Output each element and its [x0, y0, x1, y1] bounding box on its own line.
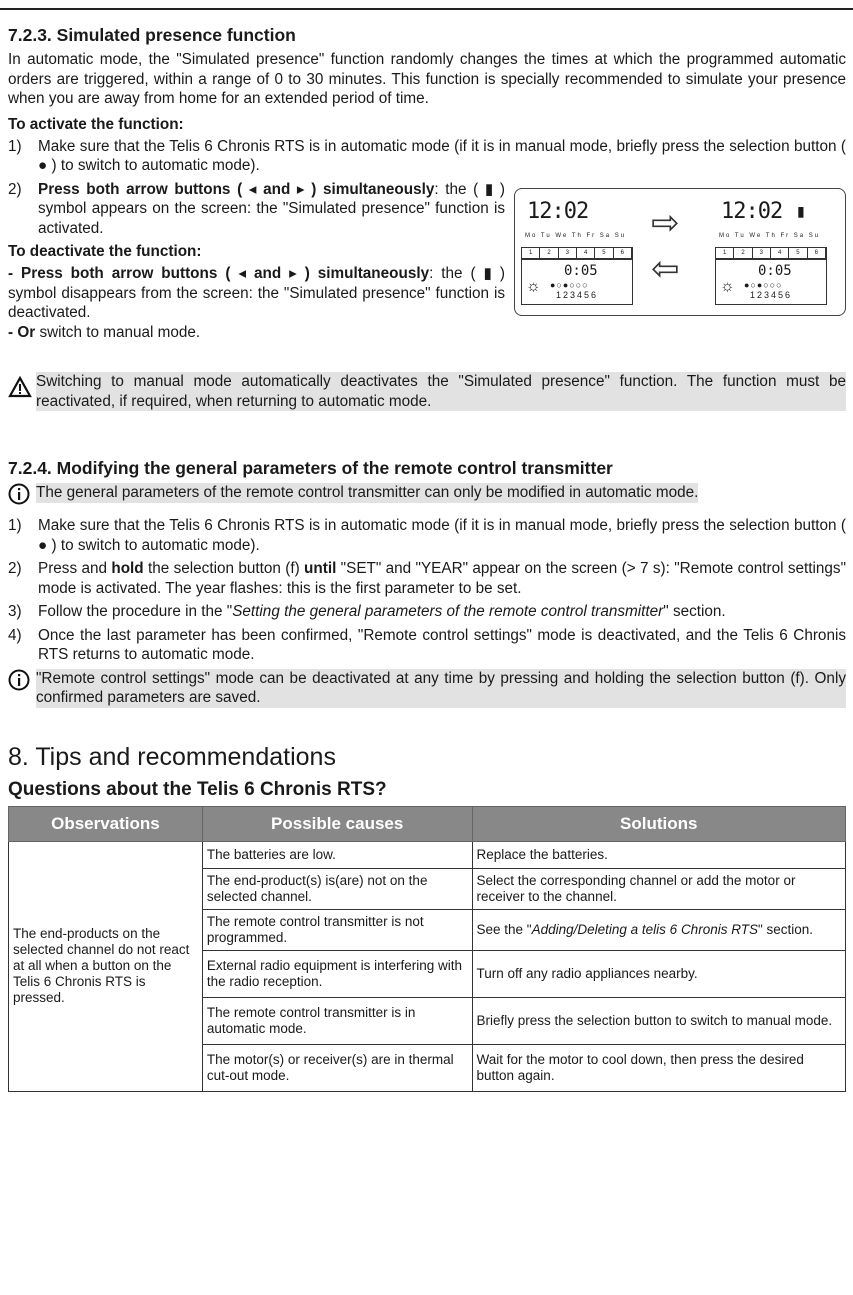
channel-label: 3 [753, 248, 771, 258]
step-italic: Setting the general parameters of the remote control transmitter [232, 603, 664, 620]
step-bold: Press both arrow buttons ( ◂ and ▸ ) simultaneously [38, 180, 435, 198]
step-number: 1) [8, 517, 22, 534]
troubleshooting-table [8, 806, 846, 1092]
step-bold: until [304, 560, 337, 577]
lcd-illustration [514, 188, 846, 316]
lcd-time: 12:02 [527, 198, 589, 224]
column-header: Solutions [472, 806, 846, 841]
channel-label: 2 [734, 248, 752, 258]
cause-cell: The remote control transmitter is in automatic mode. [202, 997, 472, 1044]
channel-label: 1 [522, 248, 540, 258]
channel-label: 6 [614, 248, 632, 258]
step-text: the selection button (f) [143, 560, 305, 577]
channel-label: 2 [540, 248, 558, 258]
column-header: Observations [9, 806, 203, 841]
info-icon [8, 669, 36, 696]
step-text: Make sure that the Telis 6 Chronis RTS is in automatic mode (if it is in manual mode, briefly press the selection button ( ● ) to switch to automatic mode). [38, 517, 846, 554]
list-item [8, 516, 846, 555]
section-heading-simulated-presence: 7.2.3. Simulated presence function [8, 25, 296, 45]
simulated-presence-intro: In automatic mode, the "Simulated presence" function randomly changes the times at which the programmed automatic orders are triggered, within a range of 0 to 30 minutes. This function is specially recommended to simulate your presence when you are away from home for an extended period of time. [8, 51, 846, 107]
solution-italic: Adding/Deleting a telis 6 Chronis RTS [531, 921, 758, 937]
solution-text: See the " [476, 921, 532, 937]
lcd-time: 12:02 [721, 198, 783, 224]
observation-cell: The end-products on the selected channel do not react at all when a button on the Telis 6 Chronis RTS is pressed. [9, 841, 203, 1091]
warning-triangle-icon [8, 376, 36, 403]
activate-label: To activate the function: [8, 115, 184, 133]
channel-label: 4 [577, 248, 595, 258]
lcd-channels [715, 247, 827, 259]
step-text: Follow the procedure in the " [38, 603, 233, 620]
sun-icon: ☼ [720, 277, 735, 295]
warning-note [8, 372, 846, 411]
cause-cell: The batteries are low. [202, 841, 472, 868]
lcd-screen-off [521, 197, 633, 305]
deactivate-text: switch to manual mode. [35, 323, 201, 341]
list-item [8, 602, 846, 622]
solution-cell [472, 909, 846, 950]
column-header: Possible causes [202, 806, 472, 841]
info-note-2 [8, 669, 846, 708]
cause-cell: The motor(s) or receiver(s) are in thermal cut-out mode. [202, 1044, 472, 1091]
channel-label: 1 [716, 248, 734, 258]
lcd-days: Mo Tu We Th Fr Sa Su [719, 232, 821, 239]
manual-page [8, 24, 846, 1092]
deactivate-label: To deactivate the function: [8, 243, 202, 260]
table-header-row [9, 806, 846, 841]
activate-steps-cont [8, 180, 505, 239]
lcd-numbers: 123456 [556, 289, 599, 300]
channel-label: 4 [771, 248, 789, 258]
cause-cell: The end-product(s) is(are) not on the selected channel. [202, 868, 472, 909]
lcd-dots: ●○●○○○ [744, 279, 783, 290]
list-item [8, 180, 505, 239]
solution-cell: Replace the batteries. [472, 841, 846, 868]
solution-text: " section. [757, 921, 814, 937]
step-number: 1) [8, 137, 22, 155]
top-rule [0, 8, 853, 10]
lcd-days: Mo Tu We Th Fr Sa Su [525, 232, 627, 239]
sun-icon: ☼ [526, 277, 541, 295]
info-icon [8, 483, 36, 510]
channel-label: 3 [559, 248, 577, 258]
lcd-small-time: 0:05 [564, 262, 598, 279]
lcd-screen-on [715, 197, 827, 305]
solution-cell: Turn off any radio appliances nearby. [472, 950, 846, 997]
deactivate-item-2 [8, 323, 505, 343]
parameter-steps [8, 516, 846, 665]
step-text: "SET" and "YEAR" appear on the screen (> 7 s): "Remote control settings" mode is activated. The year flashes: this is the first parameter to be set. [38, 560, 846, 597]
lcd-panel [521, 259, 633, 305]
step-number: 3) [8, 603, 22, 620]
left-column [8, 180, 505, 343]
deactivate-text: : the ( ▮ ) symbol disappears from the screen: the "Simulated presence" function is deactivated. [8, 265, 505, 321]
lcd-panel [715, 259, 827, 305]
deactivate-item-1 [8, 264, 505, 323]
table-row [9, 841, 846, 868]
step-text: Once the last parameter has been confirmed, "Remote control settings" mode is deactivated, and the Telis 6 Chronis RTS returns to automatic mode. [38, 626, 846, 663]
lcd-dots: ●○●○○○ [550, 279, 589, 290]
cause-cell: The remote control transmitter is not programmed. [202, 909, 472, 950]
lcd-small-time: 0:05 [758, 262, 792, 279]
chapter-heading: 8. Tips and recommendations [8, 742, 336, 771]
info-text: The general parameters of the remote control transmitter can only be modified in automatic mode. [36, 484, 699, 501]
arrow-right-icon: ⇨ [651, 203, 680, 242]
channel-label: 6 [808, 248, 826, 258]
section-heading-general-parameters: 7.2.4. Modifying the general parameters of the remote control transmitter [8, 458, 613, 478]
solution-cell: Briefly press the selection button to switch to manual mode. [472, 997, 846, 1044]
activate-steps [8, 137, 846, 176]
lcd-channels [521, 247, 633, 259]
deactivate-bold: - Or [8, 323, 36, 341]
list-item [8, 137, 846, 176]
step-bold: hold [111, 560, 144, 577]
step-text: Press and [38, 560, 112, 577]
deactivate-bold: - Press both arrow buttons ( ◂ and ▸ ) simultaneously [8, 265, 430, 282]
step-number: 2) [8, 180, 22, 198]
solution-cell: Wait for the motor to cool down, then press the desired button again. [472, 1044, 846, 1091]
step-text: : the ( ▮ ) symbol appears on the screen: the "Simulated presence" function is activated. [38, 180, 505, 237]
step-text: " section. [663, 603, 726, 620]
step2-with-figure [8, 180, 846, 343]
step-number: 2) [8, 560, 22, 577]
cause-cell: External radio equipment is interfering with the radio reception. [202, 950, 472, 997]
channel-label: 5 [595, 248, 613, 258]
info-note [8, 483, 846, 510]
arrow-left-icon: ⇦ [651, 249, 680, 288]
info-text: "Remote control settings" mode can be deactivated at any time by pressing and holding the selection button (f). Only confirmed parameters are saved. [36, 669, 846, 706]
battery-icon: ▮ [797, 202, 805, 219]
lcd-numbers: 123456 [750, 289, 793, 300]
table-subheading: Questions about the Telis 6 Chronis RTS? [8, 778, 387, 800]
warning-text: Switching to manual mode automatically deactivates the "Simulated presence" function. The function must be reactivated, if required, when returning to automatic mode. [36, 373, 846, 410]
channel-label: 5 [789, 248, 807, 258]
list-item [8, 626, 846, 665]
step-number: 4) [8, 626, 22, 644]
solution-cell: Select the corresponding channel or add the motor or receiver to the channel. [472, 868, 846, 909]
step-text: Make sure that the Telis 6 Chronis RTS is in automatic mode (if it is in manual mode, briefly press the selection button ( ● ) to switch to automatic mode). [38, 137, 846, 174]
list-item [8, 559, 846, 598]
